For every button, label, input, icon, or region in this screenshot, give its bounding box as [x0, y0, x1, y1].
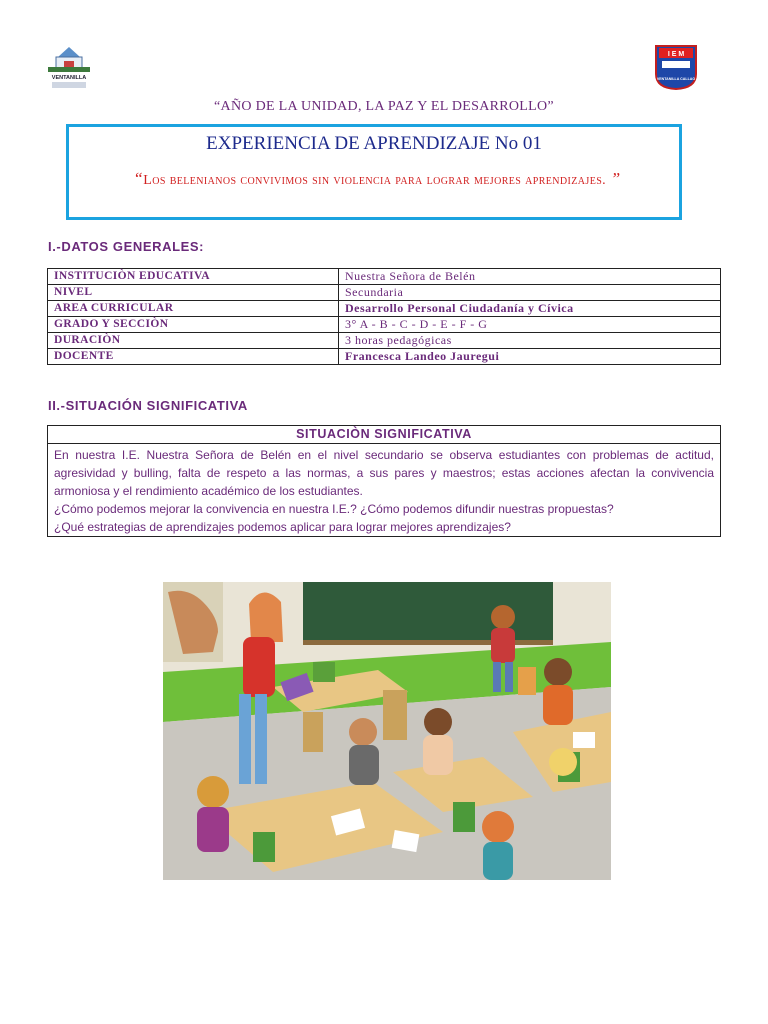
situation-paragraph: En nuestra I.E. Nuestra Señora de Belén en el nivel secundario se observa estudiantes con problemas de actitud, agresividad y bulling, falta de respeto a las normas, a sus pares y maestros; estas acciones afectan la convivencia armoniosa y el rendimiento académico de los estudiantes. — [54, 448, 714, 498]
row-key: INSTITUCIÒN EDUCATIVA — [48, 269, 339, 285]
section-heading-datos-generales: I.-DATOS GENERALES: — [48, 239, 205, 254]
year-motto: “AÑO DE LA UNIDAD, LA PAZ Y EL DESARROLLO” — [214, 99, 554, 114]
row-key: GRADO Y SECCIÒN — [48, 317, 339, 333]
situation-text — [48, 444, 720, 536]
logo-right-text-bottom: VENTANILLA CALLAO — [656, 77, 696, 81]
row-key: DOCENTE — [48, 349, 339, 365]
row-value: Nuestra Señora de Belén — [339, 269, 721, 285]
classroom-illustration — [163, 582, 611, 880]
row-value: Secundaria — [339, 285, 721, 301]
row-value: Francesca Landeo Jauregui — [339, 349, 721, 365]
school-logo-left — [44, 45, 94, 90]
school-logo-right — [654, 44, 698, 90]
row-key: AREA CURRICULAR — [48, 301, 339, 317]
situation-question-2: ¿Qué estrategias de aprendizajes podemos aplicar para lograr mejores aprendizajes? — [54, 520, 511, 534]
situation-question-1: ¿Cómo podemos mejorar la convivencia en nuestra I.E.? ¿Cómo podemos difundir nuestras propuestas? — [54, 502, 614, 516]
title-box — [66, 124, 682, 220]
row-value: 3° A - B - C - D - E - F - G — [339, 317, 721, 333]
experience-subtitle — [109, 165, 645, 194]
table-row — [48, 269, 721, 285]
row-key: DURACIÒN — [48, 333, 339, 349]
logo-right-text-top: I E M — [667, 51, 685, 58]
subtitle-text: Los belenianos convivimos sin violencia para lograr mejores aprendizajes. — [143, 173, 607, 188]
section-heading-situacion: II.-SITUACIÓN SIGNIFICATIVA — [48, 398, 248, 413]
table-row — [48, 333, 721, 349]
page-title: EXPERIENCIA DE APRENDIZAJE No 01 — [206, 133, 542, 154]
table-row — [48, 317, 721, 333]
general-data-table — [47, 268, 721, 365]
row-value: 3 horas pedagógicas — [339, 333, 721, 349]
logo-left-text: VENTANILLA — [51, 75, 87, 81]
table-row — [48, 301, 721, 317]
subtitle-open-quote: “ — [133, 169, 144, 188]
table-row — [48, 349, 721, 365]
situation-box — [47, 425, 721, 537]
table-row — [48, 285, 721, 301]
subtitle-close-quote: ” — [606, 169, 621, 188]
row-value: Desarrollo Personal Ciudadanía y Cívica — [339, 301, 721, 317]
row-key: NIVEL — [48, 285, 339, 301]
situation-box-title: SITUACIÒN SIGNIFICATIVA — [48, 426, 720, 444]
